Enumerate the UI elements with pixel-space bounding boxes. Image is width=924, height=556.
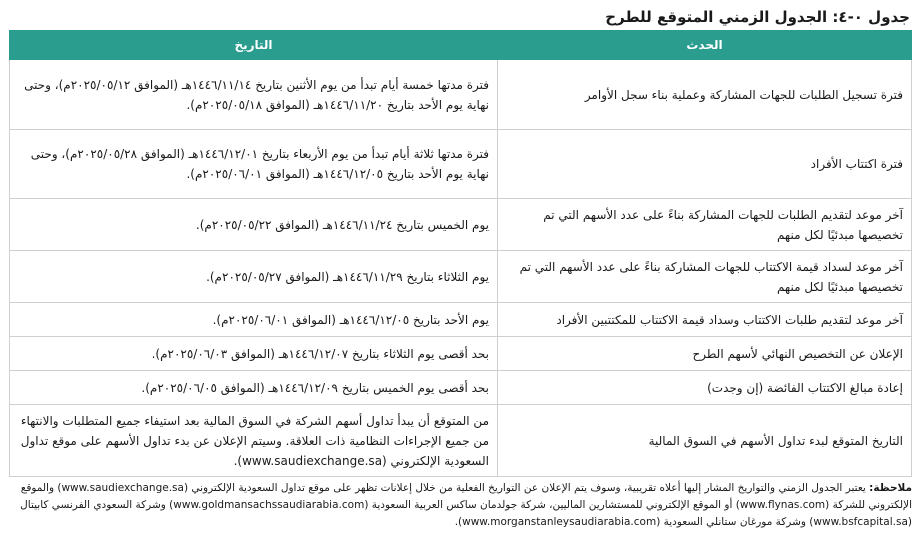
table-header-row: [10, 31, 912, 60]
event-cell: إعادة مبالغ الاكتتاب الفائضة (إن وجدت): [498, 371, 912, 405]
footnote-label: ملاحظة:: [869, 482, 912, 494]
table-row: [10, 251, 912, 303]
table-row: [10, 405, 912, 477]
table-row: [10, 303, 912, 337]
event-cell: فترة اكتتاب الأفراد: [498, 130, 912, 199]
table-title: جدول ٠-٤: الجدول الزمني المتوقع للطرح: [605, 8, 910, 26]
date-cell: يوم الثلاثاء بتاريخ ١٤٤٦/١١/٢٩هـ (الموافق ٢٠٢٥/٠٥/٢٧م).: [10, 251, 498, 303]
date-cell: يوم الخميس بتاريخ ١٤٤٦/١١/٢٤هـ (الموافق ٢٠٢٥/٠٥/٢٢م).: [10, 199, 498, 251]
event-cell: التاريخ المتوقع لبدء تداول الأسهم في السوق المالية: [498, 405, 912, 477]
date-cell: يوم الأحد بتاريخ ١٤٤٦/١٢/٠٥هـ (الموافق ٢٠٢٥/٠٦/٠١م).: [10, 303, 498, 337]
event-cell: آخر موعد لتقديم طلبات الاكتتاب وسداد قيمة الاكتتاب للمكتتبين الأفراد: [498, 303, 912, 337]
date-cell: فترة مدتها خمسة أيام تبدأ من يوم الأثنين بتاريخ ١٤٤٦/١١/١٤هـ (الموافق ٢٠٢٥/٠٥/١٢م)، وحتى نهاية يوم الأحد بتاريخ ١٤٤٦/١١/٢٠هـ (الموافق ٢٠٢٥/٠٥/١٨م).: [10, 60, 498, 130]
table-row: [10, 130, 912, 199]
date-cell: بحد أقصى يوم الخميس بتاريخ ١٤٤٦/١٢/٠٩هـ (الموافق ٢٠٢٥/٠٦/٠٥م).: [10, 371, 498, 405]
date-cell: فترة مدتها ثلاثة أيام تبدأ من يوم الأربعاء بتاريخ ١٤٤٦/١٢/٠١هـ (الموافق ٢٠٢٥/٠٥/٢٨م)، وحتى نهاية يوم الأحد بتاريخ ١٤٤٦/١٢/٠٥هـ (الموافق ٢٠٢٥/٠٦/٠١م).: [10, 130, 498, 199]
header-date: التاريخ: [10, 31, 498, 60]
table-row: [10, 199, 912, 251]
table-row: [10, 60, 912, 130]
document-page: [10, 4, 912, 531]
event-cell: فترة تسجيل الطلبات للجهات المشاركة وعملية بناء سجل الأوامر: [498, 60, 912, 130]
event-cell: الإعلان عن التخصيص النهائي لأسهم الطرح: [498, 337, 912, 371]
header-event: الحدث: [498, 31, 912, 60]
date-cell: بحد أقصى يوم الثلاثاء بتاريخ ١٤٤٦/١٢/٠٧هـ (الموافق ٢٠٢٥/٠٦/٠٣م).: [10, 337, 498, 371]
event-cell: آخر موعد لتقديم الطلبات للجهات المشاركة بناءً على عدد الأسهم التي تم تخصيصها مبدئيًا لكل منهم: [498, 199, 912, 251]
footnote-text: يعتبر الجدول الزمني والتواريخ المشار إليها أعلاه تقريبية، وسوف يتم الإعلان عن التواريخ الفعلية من خلال إعلانات تظهر على موقع تداول السعودية الإلكتروني (www.saudiexchange.sa) والموقع الإلكتروني للشركة (www.flynas.com) أو الموقع الإلكتروني للمستشارين الماليين، شركة جولدمان ساكس العربية السعودية (www.goldmansachssaudiarabia.com) وشركة السعودي الفرنسي كابيتال (www.bsfcapital.sa) وشركة مورغان ستانلي السعودية (www.morganstanleysaudiarabia.com).: [20, 482, 912, 528]
event-cell: آخر موعد لسداد قيمة الاكتتاب للجهات المشاركة بناءً على عدد الأسهم التي تم تخصيصها مبدئيًا لكل منهم: [498, 251, 912, 303]
table-row: [10, 337, 912, 371]
footnote: [10, 480, 912, 531]
schedule-table: [9, 30, 912, 477]
table-row: [10, 371, 912, 405]
date-cell: من المتوقع أن يبدأ تداول أسهم الشركة في السوق المالية بعد استيفاء جميع المتطلبات والانتهاء من جميع الإجراءات النظامية ذات العلاقة. وسيتم الإعلان عن بدء تداول الأسهم على موقع تداول السعودية الإلكتروني (www.saudiexchange.sa).: [10, 405, 498, 477]
